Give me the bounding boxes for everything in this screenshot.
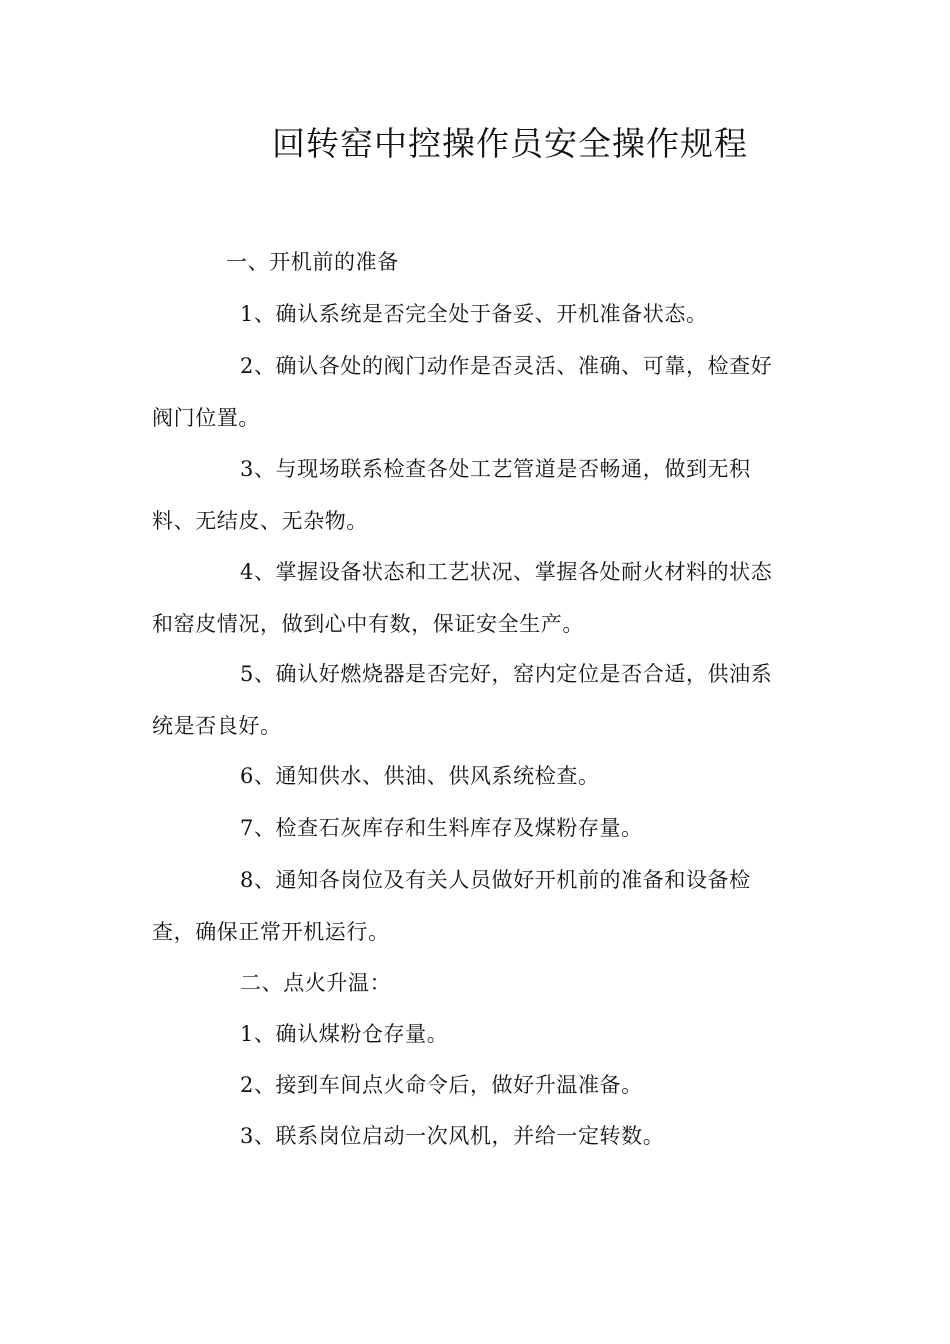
list-item-line: 料、无结皮、无杂物。 xyxy=(152,509,368,533)
list-item-line: 阀门位置。 xyxy=(152,406,260,430)
list-item xyxy=(152,340,788,444)
list-item xyxy=(152,854,788,958)
list-item xyxy=(152,802,788,854)
list-item xyxy=(152,443,788,547)
list-item-line: 和窑皮情况，做到心中有数，保证安全生产。 xyxy=(152,612,584,636)
section-heading-text: 二、点火升温： xyxy=(240,971,392,995)
list-item xyxy=(152,288,788,340)
list-item xyxy=(152,750,788,802)
list-item-line: 1、确认系统是否完全处于备妥、开机准备状态。 xyxy=(240,302,708,326)
list-item-line: 3、联系岗位启动一次风机，并给一定转数。 xyxy=(240,1124,665,1148)
section-heading-ignition xyxy=(152,957,788,1009)
list-item-line: 1、确认煤粉仓存量。 xyxy=(240,1022,449,1046)
list-item-line: 2、确认各处的阀门动作是否灵活、准确、可靠，检查好 xyxy=(240,354,773,378)
list-item xyxy=(152,648,788,752)
document-title: 回转窑中控操作员安全操作规程 xyxy=(272,124,748,163)
list-item xyxy=(152,1008,788,1060)
list-item-line: 统是否良好。 xyxy=(152,714,282,738)
list-item-line: 6、通知供水、供油、供风系统检查。 xyxy=(240,764,600,788)
list-item xyxy=(152,546,788,650)
list-item-line: 5、确认好燃烧器是否完好，窑内定位是否合适，供油系 xyxy=(240,662,773,686)
list-item-line: 4、掌握设备状态和工艺状况、掌握各处耐火材料的状态 xyxy=(240,560,773,584)
list-item xyxy=(152,1059,788,1111)
list-item-line: 查，确保正常开机运行。 xyxy=(152,920,390,944)
list-item-line: 7、检查石灰库存和生料库存及煤粉存量。 xyxy=(240,816,643,840)
section-heading-text: 一、开机前的准备 xyxy=(226,250,399,274)
list-item-line: 8、通知各岗位及有关人员做好开机前的准备和设备检 xyxy=(240,868,751,892)
list-item xyxy=(152,1110,788,1162)
section-heading-preparation xyxy=(152,236,788,288)
list-item-line: 3、与现场联系检查各处工艺管道是否畅通，做到无积 xyxy=(240,457,751,481)
list-item-line: 2、接到车间点火命令后，做好升温准备。 xyxy=(240,1073,643,1097)
